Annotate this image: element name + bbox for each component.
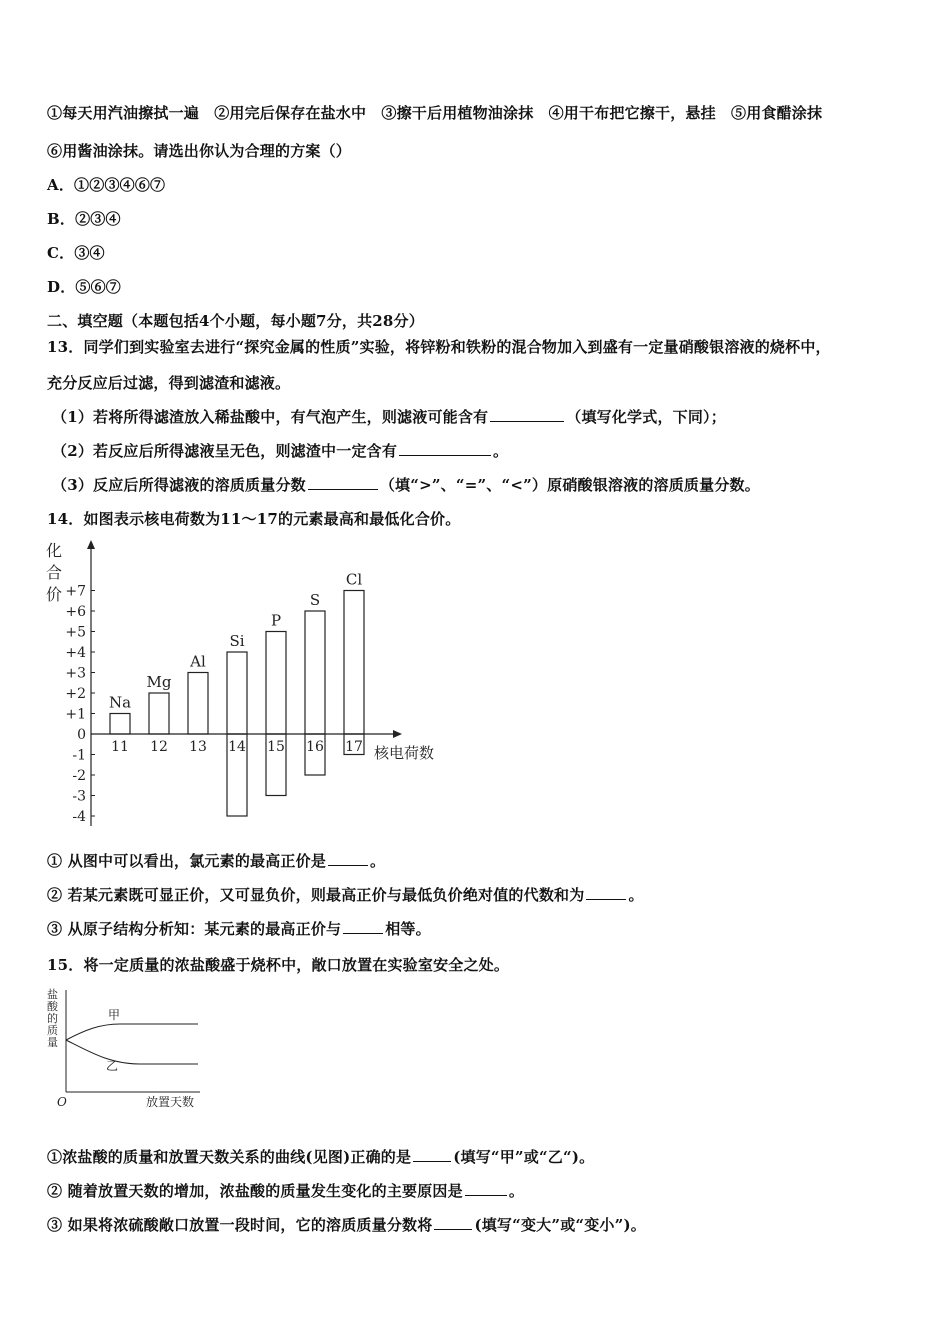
choice-c: C．③④ xyxy=(47,244,105,262)
answer-blank[interactable] xyxy=(399,441,491,456)
answer-blank[interactable] xyxy=(413,1147,451,1162)
q15-sub-1-post: (填写“甲”或“乙“)。 xyxy=(453,1148,595,1166)
y-tick-label: -3 xyxy=(72,788,86,805)
bar-highest-Na xyxy=(110,714,130,735)
x-tick-label: 13 xyxy=(189,739,207,755)
y-axis-label-char: 量 xyxy=(47,1036,58,1049)
q15-sub-2-pre: ② 随着放置天数的增加，浓盐酸的质量发生变化的主要原因是 xyxy=(47,1182,463,1200)
y-axis-label-char: 合 xyxy=(46,563,63,582)
curve-yi xyxy=(66,1040,198,1064)
q14-sub-3-pre: ③ 从原子结构分析知：某元素的最高正价与 xyxy=(47,920,342,938)
q13-stem-1: 13．同学们到实验室去进行“探究金属的性质”实验，将锌粉和铁粉的混合物加入到盛有一定量硝酸银溶液的烧杯中， xyxy=(47,338,831,356)
x-tick-label: 15 xyxy=(267,739,285,755)
element-label: Na xyxy=(108,693,132,712)
choice-d: D．⑤⑥⑦ xyxy=(47,278,122,296)
x-tick-label: 12 xyxy=(150,739,168,755)
element-label: S xyxy=(309,591,321,609)
q12-options-line2: ⑥用酱油涂抹。请选出你认为合理的方案（） xyxy=(47,142,352,160)
q14-sub-2 xyxy=(47,884,644,905)
valence-chart xyxy=(40,536,460,836)
y-tick-label: -1 xyxy=(72,747,86,764)
q13-part-3-post: （填“>”、“=”、“<”）原硝酸银溶液的溶质质量分数。 xyxy=(379,476,760,494)
q13-part-2 xyxy=(52,440,508,461)
section-title: 二、填空题（本题包括4个小题，每小题7分，共28分） xyxy=(47,312,424,330)
y-axis-label xyxy=(46,541,62,604)
y-tick-label: 0 xyxy=(77,727,86,743)
bar-highest-Al xyxy=(188,673,208,735)
y-tick-label: -2 xyxy=(72,768,86,784)
x-axis-label: 放置天数 xyxy=(146,1095,195,1109)
y-axis-label-char: 酸 xyxy=(47,1000,58,1013)
answer-blank[interactable] xyxy=(586,885,626,900)
y-tick-label: +3 xyxy=(65,665,86,682)
y-axis-label-char: 质 xyxy=(47,1024,58,1037)
y-tick-label: -4 xyxy=(72,809,86,825)
bar-highest-S xyxy=(305,611,325,734)
q13-part-2-pre: （2）若反应后所得滤液呈无色，则滤渣中一定含有 xyxy=(52,442,398,460)
hcl-mass-chart xyxy=(40,982,220,1112)
y-tick-label: +6 xyxy=(65,604,86,620)
y-tick-label: +7 xyxy=(65,583,86,600)
answer-blank[interactable] xyxy=(308,475,378,490)
element-label: Al xyxy=(190,652,206,671)
answer-blank[interactable] xyxy=(465,1181,507,1196)
q13-part-1-post: （填写化学式，下同）； xyxy=(566,408,726,426)
y-axis-label xyxy=(47,987,59,1049)
curve-jia xyxy=(66,1024,198,1040)
element-label: Mg xyxy=(146,673,172,691)
series-label-yi: 乙 xyxy=(106,1059,119,1073)
element-label: P xyxy=(270,611,282,630)
q12-options-line: ①每天用汽油擦拭一遍 ②用完后保存在盐水中 ③擦干后用植物油涂抹 ④用干布把它擦干，悬挂 ⑤用食醋涂抹 xyxy=(47,104,823,122)
q15-sub-3-post: (填写“变大”或“变小”)。 xyxy=(474,1216,646,1234)
bar-highest-P xyxy=(266,632,286,735)
x-axis-arrow-icon xyxy=(393,730,402,738)
q14-sub-2-post: 。 xyxy=(628,886,644,904)
y-axis-arrow-icon xyxy=(87,540,95,549)
q14-sub-3 xyxy=(47,918,431,939)
q14-sub-1-pre: ① 从图中可以看出，氯元素的最高正价是 xyxy=(47,852,327,870)
q13-stem-2: 充分反应后过滤，得到滤渣和滤液。 xyxy=(47,374,291,392)
q15-sub-3 xyxy=(47,1214,646,1235)
y-axis-label-char: 盐 xyxy=(47,988,58,1001)
choice-b: B．②③④ xyxy=(47,210,121,228)
q13-part-3-pre: （3）反应后所得滤液的溶质质量分数 xyxy=(52,476,306,494)
bar-highest-Mg xyxy=(149,693,169,734)
element-label: Cl xyxy=(345,570,363,589)
answer-blank[interactable] xyxy=(343,919,383,934)
choice-a: A．①②③④⑥⑦ xyxy=(47,176,166,194)
q14-stem: 14．如图表示核电荷数为11～17的元素最高和最低化合价。 xyxy=(47,510,461,528)
element-label: Si xyxy=(229,632,245,650)
q13-part-2-post: 。 xyxy=(493,442,509,460)
q13-part-1 xyxy=(52,406,726,427)
x-tick-label: 11 xyxy=(111,739,129,755)
y-axis-label-char: 的 xyxy=(47,1012,58,1025)
q15-sub-1-pre: ①浓盐酸的质量和放置天数关系的曲线(见图)正确的是 xyxy=(47,1148,412,1166)
answer-blank[interactable] xyxy=(434,1215,472,1230)
answer-blank[interactable] xyxy=(490,407,564,422)
series-label-jia: 甲 xyxy=(108,1008,121,1022)
q15-sub-1 xyxy=(47,1146,594,1167)
q14-sub-3-post: 相等。 xyxy=(385,920,431,938)
q14-sub-2-pre: ② 若某元素既可显正价，又可显负价，则最高正价与最低负价绝对值的代数和为 xyxy=(47,886,585,904)
x-tick-label: 16 xyxy=(306,739,324,755)
q14-sub-1 xyxy=(47,850,385,871)
x-axis-label: 核电荷数 xyxy=(374,744,435,762)
answer-blank[interactable] xyxy=(328,851,368,866)
q14-sub-1-post: 。 xyxy=(370,852,386,870)
x-tick-label: 17 xyxy=(345,739,363,755)
x-tick-label: 14 xyxy=(228,739,246,755)
q15-sub-2-post: 。 xyxy=(508,1182,525,1200)
y-tick-label: +5 xyxy=(65,624,86,641)
q15-stem: 15．将一定质量的浓盐酸盛于烧杯中，敞口放置在实验室安全之处。 xyxy=(47,956,510,974)
y-tick-label: +1 xyxy=(65,706,86,723)
y-tick-label: +2 xyxy=(65,686,86,702)
origin-label: O xyxy=(57,1095,67,1109)
q13-part-1-pre: （1）若将所得滤渣放入稀盐酸中，有气泡产生，则滤液可能含有 xyxy=(52,408,489,426)
q15-sub-3-pre: ③ 如果将浓硫酸敞口放置一段时间，它的溶质质量分数将 xyxy=(47,1216,433,1234)
bar-highest-Si xyxy=(227,652,247,734)
y-axis-label-char: 化 xyxy=(46,541,63,560)
y-axis-label-char: 价 xyxy=(46,585,63,604)
y-tick-label: +4 xyxy=(65,645,86,661)
bar-highest-Cl xyxy=(344,591,364,735)
q13-part-3 xyxy=(52,474,760,495)
q15-sub-2 xyxy=(47,1180,524,1201)
